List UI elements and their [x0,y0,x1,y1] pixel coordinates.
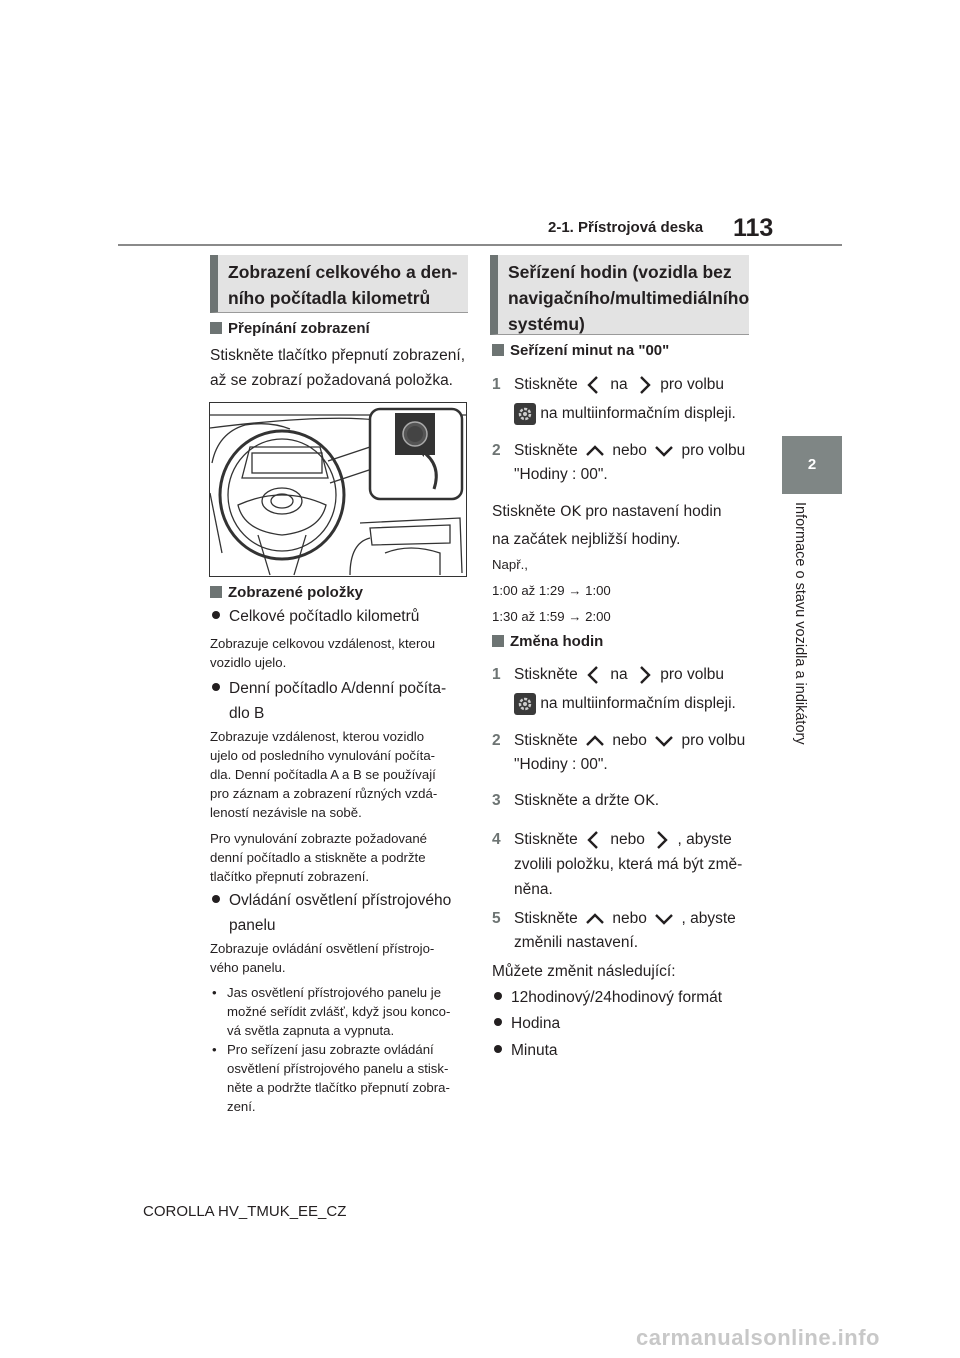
subheading-text: Zobrazené položky [228,584,364,601]
text-segment: pro nastavení hodin [585,503,722,520]
text-line: možné seřídit zvlášť, když jsou konco- [227,1004,451,1019]
bullet-item [494,1038,558,1063]
step-text: pro volbu [660,666,725,683]
settings-gear-icon [514,693,536,715]
bullet-icon [212,895,220,903]
step-text: nebo [612,732,647,749]
step-text: nebo [612,442,647,459]
text-line: osvětlení přístrojového panelu a stisk- [227,1061,449,1076]
note-bullet: • [212,985,217,1000]
chevron-down-icon [651,910,677,928]
text-segment: Stiskněte [492,503,556,520]
text-line: Zobrazuje celkovou vzdálenost, kterou [210,636,436,651]
text-line: zvolili položku, která má být změ- [514,856,743,873]
text-line: ujelo od posledního vynulování počíta- [210,748,436,763]
step-2 [492,438,745,463]
chevron-down-icon [651,442,677,460]
step-text: Stiskněte [514,831,578,848]
step-number: 1 [492,666,501,683]
step-text: , abyste [677,831,732,848]
bullet-icon [494,1018,502,1026]
text-line: vozidlo ujelo. [210,655,287,670]
bullet-text: Denní počítadlo A/denní počíta- [229,680,447,697]
step-text: Stiskněte a držte [514,792,630,809]
step-text: "Hodiny : 00". [514,756,608,773]
step-text: Stiskněte [514,666,578,683]
square-bullet-icon [492,635,504,647]
subheading-text: Změna hodin [510,633,604,650]
square-bullet-icon [210,586,222,598]
step-1 [492,662,724,687]
step-text: pro volbu [681,732,746,749]
description [210,727,437,822]
chevron-up-icon [582,910,608,928]
step-4 [492,827,732,852]
chapter-tab-text: Informace o stavu vozidla a indikátory [792,502,808,745]
section-heading: 2-1. Přístrojová deska [548,219,704,236]
text-line: Zobrazuje ovládání osvětlení přístrojo- [210,941,435,956]
text-line: až se zobrazí požadovaná položka. [210,372,453,389]
step-text: . [654,792,659,809]
step-number: 2 [492,442,501,459]
left-section-title-line: ního počítadla kilometrů [228,288,431,308]
step-text: na multiinformačním displeji. [540,695,736,712]
text-line: zení. [227,1099,256,1114]
description [210,634,435,672]
step-text: Stiskněte [514,442,578,459]
bullet-text: 12hodinový/24hodinový formát [511,989,723,1006]
bullet-item [212,676,446,726]
step-text: nebo [612,910,647,927]
text-line: leností nezávisle na sobě. [210,805,362,820]
subheading-text: Přepínání zobrazení [228,320,370,337]
note-bullet: • [212,1042,217,1057]
text-line: něna. [514,881,553,898]
step-text: , abyste [681,910,736,927]
chevron-left-icon [582,829,606,851]
step-5 [492,906,736,931]
step-number: 2 [492,732,501,749]
chevron-up-icon [582,732,608,750]
description [210,829,427,886]
bullet-item [494,985,722,1010]
step-1-cont [514,401,736,426]
bullet-text: Ovládání osvětlení přístrojového [229,892,452,909]
step-text: nebo [610,831,645,848]
subheading-displayed-items [210,584,363,601]
text-line: Zobrazuje vzdálenost, kterou vozidlo [210,729,425,744]
step-1-cont [514,691,736,716]
step-text: pro volbu [660,376,725,393]
step-text: pro volbu [681,442,746,459]
step-text: Stiskněte [514,910,578,927]
text-line: denní počítadlo a stiskněte a podržte [210,850,426,865]
text-line: vého panelu. [210,960,286,975]
bullet-text: panelu [229,917,276,934]
ok-button-icon: OK [633,793,655,809]
text-line: tlačítko přepnutí zobrazení. [210,869,370,884]
bullet-icon [494,992,502,1000]
step-number: 5 [492,910,501,927]
paragraph [210,343,465,393]
step-number: 1 [492,376,501,393]
header-divider [118,244,842,246]
chevron-up-icon [582,442,608,460]
square-bullet-icon [492,344,504,356]
footer-model-code: COROLLA HV_TMUK_EE_CZ [143,1203,347,1220]
chapter-tab: 2 [782,436,842,494]
subheading-change-hours [492,633,603,650]
bullet-icon [212,611,220,619]
right-section-title-line: navigačního/multimediálního [508,288,750,308]
steering-wheel-illustration [210,403,466,576]
watermark: carmanualsonline.info [636,1325,880,1350]
bullet-text: Minuta [511,1042,558,1059]
note-item [212,1040,472,1116]
step-number: 4 [492,831,501,848]
text-line: na začátek nejbližší hodiny. [492,531,681,548]
bullet-text: Hodina [511,1015,561,1032]
step-text: Stiskněte [514,376,578,393]
chevron-right-icon [632,374,656,396]
step-3 [492,788,659,814]
chevron-right-icon [649,829,673,851]
text-line: vá světla zapnuta a vypnuta. [227,1023,395,1038]
bullet-icon [212,683,220,691]
step-text: na multiinformačním displeji. [540,405,736,422]
settings-gear-icon [514,403,536,425]
step-text: na [610,666,628,683]
chevron-right-icon [632,664,656,686]
paragraph [492,499,721,552]
paragraph: Můžete změnit následující: [492,963,676,980]
text-line: Stiskněte tlačítko přepnutí zobrazení, [210,347,466,364]
example-label: Např., [492,557,528,572]
subheading-text: Seřízení minut na "00" [510,342,670,359]
step-text: "Hodiny : 00". [514,466,608,483]
step-4-cont [514,852,742,902]
step-text: Stiskněte [514,732,578,749]
step-text: na [610,376,628,393]
square-bullet-icon [210,322,222,334]
text-line: Jas osvětlení přístrojového panelu je [227,985,442,1000]
step-2 [492,728,745,753]
note-item [212,983,472,1040]
subheading-minutes-reset [492,342,669,359]
text-line: dla. Denní počítadla A a B se používají [210,767,436,782]
bullet-text: Celkové počítadlo kilometrů [229,608,420,625]
bullet-icon [494,1045,502,1053]
bullet-text: dlo B [229,705,265,722]
description [210,939,434,977]
bullet-item [212,604,419,629]
bullet-item [212,888,451,938]
text-line: Pro seřízení jasu zobrazte ovládání [227,1042,434,1057]
left-section-title-line: Zobrazení celkového a den- [228,262,458,282]
chevron-down-icon [651,732,677,750]
example-line: 1:00 až 1:29 → 1:00 [492,583,611,598]
right-section-title-line: Seřízení hodin (vozidla bez [508,262,732,282]
text-line: pro záznam a zobrazení různých vzdá- [210,786,438,801]
example-line: 1:30 až 1:59 → 2:00 [492,609,611,624]
left-section-title [210,255,468,313]
step-number: 3 [492,792,501,809]
text-line: něte a podržte tlačítko přepnutí zobra- [227,1080,450,1095]
step-1 [492,372,724,397]
right-section-title [490,255,749,335]
chevron-left-icon [582,664,606,686]
text-line: Pro vynulování zobrazte požadované [210,831,428,846]
step-text: změnili nastavení. [514,934,639,951]
dashboard-illustration [209,402,467,577]
right-section-title-line: systému) [508,314,585,334]
subheading-display-switch [210,320,370,337]
chevron-left-icon [582,374,606,396]
bullet-item [494,1011,560,1036]
page-number: 113 [733,214,774,242]
ok-button-icon: OK [560,504,581,520]
